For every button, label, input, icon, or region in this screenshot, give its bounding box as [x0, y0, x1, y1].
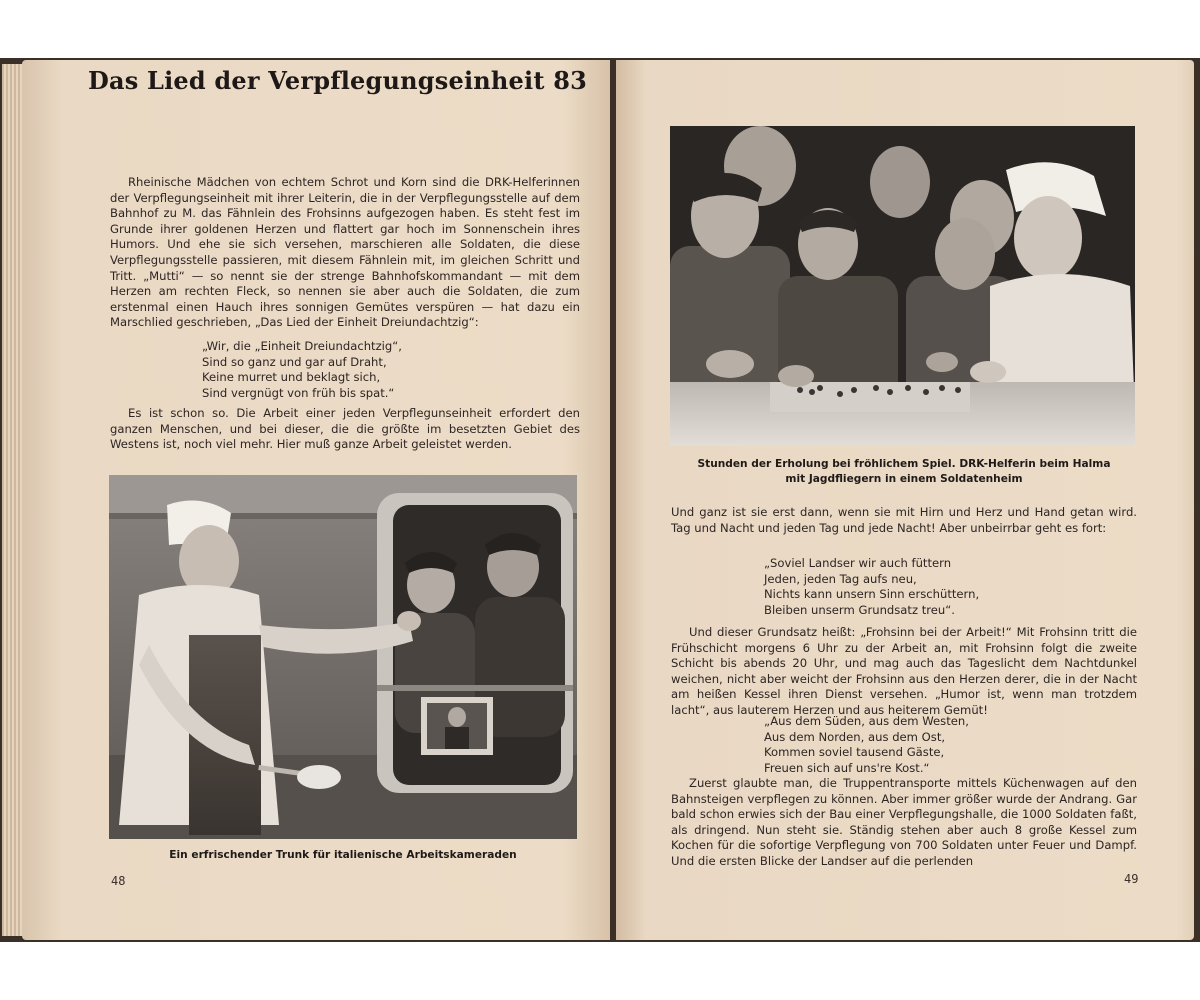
verse-line: Kommen soviel tausend Gäste, [764, 745, 945, 760]
page-edges [2, 64, 24, 936]
right-photo-caption-line-2: mit Jagdfliegern in einem Soldatenheim [785, 473, 1023, 485]
left-photo-caption: Ein erfrischender Trunk für italienische Arbeitskameraden [169, 849, 517, 861]
right-verse-1 [764, 556, 979, 618]
photo-halma-game [670, 126, 1135, 446]
right-photo-caption-line-1: Stunden der Erholung bei fröhlichem Spiel. DRK-Helferin beim Halma [697, 458, 1111, 470]
verse-line: Jeden, jeden Tag aufs neu, [764, 571, 917, 586]
verse-line: Keine murret und beklagt sich, [202, 370, 381, 385]
left-paragraph-1 [110, 175, 580, 331]
photo-train-window-image [109, 475, 577, 839]
verse-line: Freuen sich auf uns're Kost.“ [764, 760, 930, 775]
photo-train-window [109, 475, 577, 839]
verse-line: Nichts kann unsern Sinn erschüttern, [764, 587, 980, 602]
left-paragraph-2 [110, 406, 580, 453]
left-verse-1 [202, 339, 402, 401]
verse-line: „Soviel Landser wir auch füttern [764, 556, 952, 570]
right-paragraph-1 [671, 505, 1137, 536]
right-photo-caption [668, 457, 1140, 487]
page-number-right: 49 [1124, 872, 1139, 886]
verse-line: Sind so ganz und gar auf Draht, [202, 354, 387, 369]
page-number-left: 48 [111, 874, 126, 888]
left-paragraph-1-text: Rheinische Mädchen von echtem Schrot und Korn sind die DRK-Helferinnen der Verpflegungseinheit mit ihrer Leiterin, die in der Verpflegungsstelle auf dem Bahnhof zu M. das Fähnlein des Frohsinns aufgezogen haben. Es steht fest im Grunde ihrer goldenen Herzen und flattert gar hoch im Sonnenschein ihres Humors. Und ehe sie sich versehen, marschieren alle Soldaten, die diese Verpflegungsstelle passieren, mit diesem Fähnlein mit, im gleichen Schritt und Tritt. „Mutti“ — so nennt sie der strenge Bahnhofskommandant — mit dem Herzen am rechten Fleck, so nennen sie aber auch die Soldaten, die zum erstenmal einen Hauch ihres sonnigen Gemütes verspüren — hat dazu ein Marschlied geschrieben, „Das Lied der Einheit Dreiundachtzig“: [110, 175, 580, 330]
right-paragraph-3-text: Zuerst glaubte man, die Truppentransporte mittels Küchenwagen auf den Bahnsteigen verpflegen zu können. Aber immer größer wurde der Andrang. Gar bald schon erwies sich der Bau einer Verpflegungshalle, die 1000 Soldaten faßt, als dringend. Nun steht sie. Ständig stehen aber auch 8 große Kessel zum Kochen für die sofortige Verpflegung von 700 Soldaten unter Feuer und Dampf. Und die ersten Blicke der Landser auf die perlenden [671, 776, 1137, 868]
verse-line: Aus dem Norden, aus dem Ost, [764, 729, 946, 744]
right-paragraph-1-text: Und ganz ist sie erst dann, wenn sie mit Hirn und Herz und Hand getan wird. Tag und Nacht und jeden Tag und jede Nacht! Aber unbeirrbar geht es fort: [671, 505, 1137, 535]
photo-halma-game-image [670, 126, 1135, 446]
right-paragraph-2 [671, 625, 1137, 719]
left-paragraph-2-text: Es ist schon so. Die Arbeit einer jeden Verpflegunseinheit erfordert den ganzen Menschen, und bei dieser, die die größte im besetzten Gebiet des Westens ist, noch viel mehr. Hier muß ganze Arbeit geleistet werden. [110, 406, 580, 452]
right-verse-2 [764, 714, 969, 776]
right-paragraph-2-text: Und dieser Grundsatz heißt: „Frohsinn bei der Arbeit!“ Mit Frohsinn tritt die Frühschicht morgens 6 Uhr zu der Arbeit an, mit Frohsinn folgt die zweite Schicht bis abends 20 Uhr, und mag auch das Tageslicht dem Nachtdunkel weichen, nicht aber weicht der Frohsinn aus den Herzen derer, die in der Nacht am heißen Kessel ihren Dienst versehen. „Humor ist, wenn man trotzdem lacht“, aus lauterem Herzen und aus heiterem Gemüt! [671, 625, 1137, 717]
page-title: Das Lied der Verpflegungseinheit 83 [88, 66, 587, 95]
verse-line: Sind vergnügt von früh bis spat.“ [202, 385, 395, 400]
verse-line: Bleiben unserm Grundsatz treu“. [764, 602, 955, 617]
right-paragraph-3 [671, 776, 1137, 870]
verse-line: „Wir, die „Einheit Dreiundachtzig“, [202, 339, 402, 353]
verse-line: „Aus dem Süden, aus dem Westen, [764, 714, 969, 728]
